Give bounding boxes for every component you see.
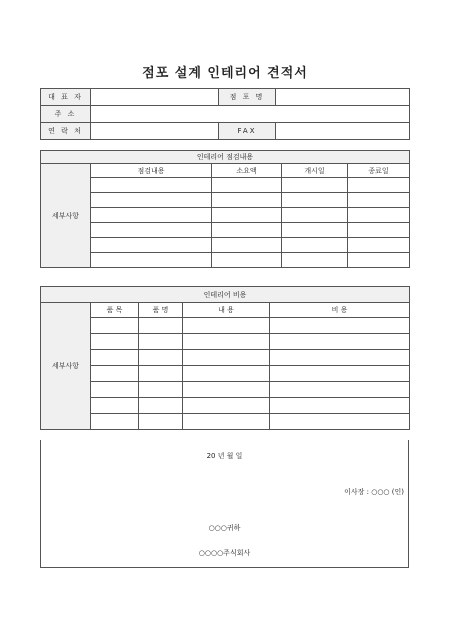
- inspection-cell[interactable]: [91, 238, 212, 253]
- cost-table: [40, 286, 410, 430]
- company-line: ○○○○주식회사: [198, 549, 251, 557]
- inspection-cell[interactable]: [212, 223, 282, 238]
- inspection-cell[interactable]: [91, 208, 212, 223]
- cost-cell[interactable]: [139, 398, 183, 414]
- cost-cell[interactable]: [139, 382, 183, 398]
- cost-cell[interactable]: [183, 350, 270, 366]
- col-end-date: 종료일: [348, 164, 410, 178]
- inspection-cell[interactable]: [282, 253, 348, 268]
- inspection-side-label: 세부사항: [41, 164, 91, 268]
- representative-field[interactable]: [91, 89, 219, 106]
- inspection-cell[interactable]: [91, 178, 212, 193]
- cost-side-label: 세부사항: [41, 303, 91, 430]
- col-required-amount: 소요액: [212, 164, 282, 178]
- fax-label: FAX: [219, 123, 276, 140]
- cost-cell[interactable]: [183, 318, 270, 334]
- contact-field[interactable]: [91, 123, 219, 140]
- inspection-cell[interactable]: [282, 223, 348, 238]
- col-product-name: 품 명: [139, 303, 183, 318]
- inspection-cell[interactable]: [91, 193, 212, 208]
- store-name-label: 점 포 명: [219, 89, 276, 106]
- cost-cell[interactable]: [91, 382, 139, 398]
- cost-cell[interactable]: [139, 414, 183, 430]
- store-name-field[interactable]: [276, 89, 410, 106]
- cost-cell[interactable]: [270, 350, 410, 366]
- director-line: 이사장 : ○○○ (인): [344, 488, 404, 496]
- cost-cell[interactable]: [270, 334, 410, 350]
- cost-row: [41, 414, 410, 430]
- cost-cell[interactable]: [91, 366, 139, 382]
- inspection-cell[interactable]: [212, 238, 282, 253]
- info-table: [40, 88, 410, 140]
- cost-cell[interactable]: [270, 398, 410, 414]
- cost-cell[interactable]: [270, 318, 410, 334]
- document-title: 점포 설계 인테리어 견적서: [142, 66, 308, 81]
- inspection-row: [41, 253, 410, 268]
- contact-label: 연 락 처: [41, 123, 91, 140]
- representative-label: 대 표 자: [41, 89, 91, 106]
- inspection-cell[interactable]: [282, 178, 348, 193]
- inspection-cell[interactable]: [348, 223, 410, 238]
- address-label: 주 소: [41, 106, 91, 123]
- cost-row: [41, 366, 410, 382]
- inspection-cell[interactable]: [212, 178, 282, 193]
- inspection-cell[interactable]: [282, 238, 348, 253]
- cost-row: [41, 398, 410, 414]
- cost-cell[interactable]: [183, 414, 270, 430]
- cost-cell[interactable]: [91, 350, 139, 366]
- cost-row: [41, 334, 410, 350]
- fax-field[interactable]: [276, 123, 410, 140]
- cost-row: [41, 382, 410, 398]
- cost-cell[interactable]: [270, 414, 410, 430]
- col-item: 품 목: [91, 303, 139, 318]
- inspection-cell[interactable]: [348, 178, 410, 193]
- col-cost: 비 용: [270, 303, 410, 318]
- inspection-cell[interactable]: [348, 253, 410, 268]
- inspection-cell[interactable]: [212, 208, 282, 223]
- cost-cell[interactable]: [91, 318, 139, 334]
- cost-row: [41, 350, 410, 366]
- cost-cell[interactable]: [183, 366, 270, 382]
- col-description: 내 용: [183, 303, 270, 318]
- cost-heading: 인테리어 비용: [41, 287, 410, 303]
- cost-cell[interactable]: [270, 382, 410, 398]
- cost-cell[interactable]: [270, 366, 410, 382]
- inspection-row: [41, 193, 410, 208]
- col-inspection-content: 점검내용: [91, 164, 212, 178]
- inspection-row: [41, 223, 410, 238]
- cost-cell[interactable]: [183, 398, 270, 414]
- inspection-cell[interactable]: [348, 193, 410, 208]
- inspection-row: [41, 178, 410, 193]
- cost-cell[interactable]: [91, 414, 139, 430]
- inspection-cell[interactable]: [91, 223, 212, 238]
- recipient-line: ○○○귀하: [208, 524, 241, 532]
- inspection-row: [41, 208, 410, 223]
- cost-cell[interactable]: [139, 334, 183, 350]
- cost-cell[interactable]: [139, 366, 183, 382]
- inspection-cell[interactable]: [212, 253, 282, 268]
- inspection-cell[interactable]: [282, 193, 348, 208]
- cost-row: [41, 318, 410, 334]
- cost-cell[interactable]: [139, 350, 183, 366]
- inspection-cell[interactable]: [348, 238, 410, 253]
- inspection-cell[interactable]: [91, 253, 212, 268]
- date-line: 20 년 월 일: [206, 452, 243, 460]
- address-field[interactable]: [91, 106, 410, 123]
- cost-cell[interactable]: [183, 382, 270, 398]
- inspection-table: [40, 150, 410, 268]
- inspection-cell[interactable]: [348, 208, 410, 223]
- cost-cell[interactable]: [91, 398, 139, 414]
- inspection-heading: 인테리어 점검내용: [41, 151, 410, 164]
- inspection-row: [41, 238, 410, 253]
- col-start-date: 개시일: [282, 164, 348, 178]
- cost-cell[interactable]: [183, 334, 270, 350]
- signature-box: [40, 440, 409, 568]
- inspection-cell[interactable]: [282, 208, 348, 223]
- cost-cell[interactable]: [139, 318, 183, 334]
- cost-cell[interactable]: [91, 334, 139, 350]
- inspection-cell[interactable]: [212, 193, 282, 208]
